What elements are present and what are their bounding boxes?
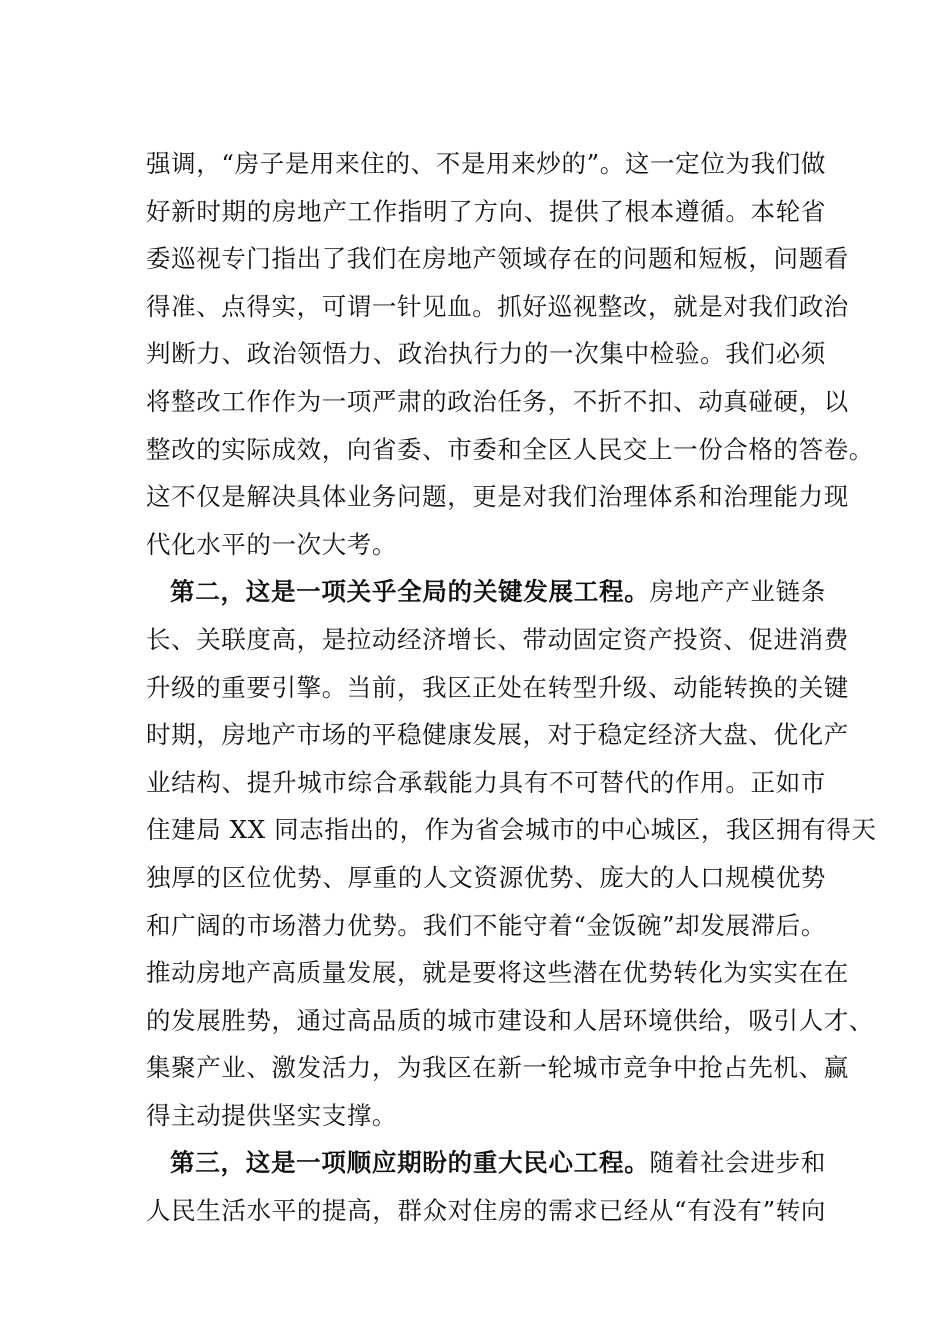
text-line: 判断力、政治领悟力、政治执行力的一次集中检验。我们必须 <box>146 339 826 369</box>
text-line: 和广阔的市场潜力优势。我们不能守着“金饭碗”却发展滞后。 <box>146 910 826 940</box>
text-line: 独厚的区位优势、厚重的人文资源优势、庞大的人口规模优势 <box>146 862 826 892</box>
text-line: 代化水平的一次大考。 <box>146 529 397 559</box>
text-line: 长、关联度高，是拉动经济增长、带动固定资产投资、促进消费 <box>146 624 849 654</box>
text-line: 业结构、提升城市综合承载能力具有不可替代的作用。正如市 <box>146 767 826 797</box>
text-run: 房地产产业链条 <box>649 577 826 607</box>
text-line: 委巡视专门指出了我们在房地产领域存在的问题和短板，问题看 <box>146 244 849 274</box>
text-line: 整改的实际成效，向省委、市委和全区人民交上一份合格的答卷。 <box>146 434 874 464</box>
text-line: 集聚产业、激发活力，为我区在新一轮城市竞争中抢占先机、赢 <box>146 1053 849 1083</box>
text-line: 好新时期的房地产工作指明了方向、提供了根本遵循。本轮省 <box>146 196 826 226</box>
text-line: 将整改工作作为一项严肃的政治任务，不折不扣、动真碰硬，以 <box>146 386 849 416</box>
text-line: 这不仅是解决具体业务问题，更是对我们治理体系和治理能力现 <box>146 482 849 512</box>
paragraph-2 <box>146 568 877 1139</box>
text-line: 推动房地产高质量发展，就是要将这些潜在优势转化为实实在在 <box>146 958 849 988</box>
text-line: 得主动提供坚实支撑。 <box>146 1100 397 1130</box>
text-run: 随着社会进步和 <box>649 1148 826 1178</box>
paragraph-lead-heading: 第三，这是一项顺应期盼的重大民心工程。 <box>170 1148 650 1178</box>
text-line: 时期，房地产市场的平稳健康发展，对于稳定经济大盘、优化产 <box>146 720 849 750</box>
text-line: 强调，“房子是用来住的、不是用来炒的”。这一定位为我们做 <box>146 149 826 178</box>
text-line: 住建局 XX 同志指出的，作为省会城市的中心城区，我区拥有得天 <box>146 815 877 845</box>
text-line <box>146 568 826 616</box>
text-line: 得准、点得实，可谓一针见血。抓好巡视整改，就是对我们政治 <box>146 291 849 321</box>
paragraph-lead-heading: 第二，这是一项关乎全局的关键发展工程。 <box>170 577 650 607</box>
paragraph-1 <box>146 140 874 568</box>
paragraph-3 <box>146 1139 826 1234</box>
text-line: 人民生活水平的提高，群众对住房的需求已经从“有没有”转向 <box>146 1196 826 1226</box>
document-body <box>146 140 877 1235</box>
text-line <box>146 1139 826 1187</box>
text-line: 升级的重要引擎。当前，我区正处在转型升级、动能转换的关键 <box>146 672 849 702</box>
text-line: 的发展胜势，通过高品质的城市建设和人居环境供给，吸引人才、 <box>146 1005 874 1035</box>
